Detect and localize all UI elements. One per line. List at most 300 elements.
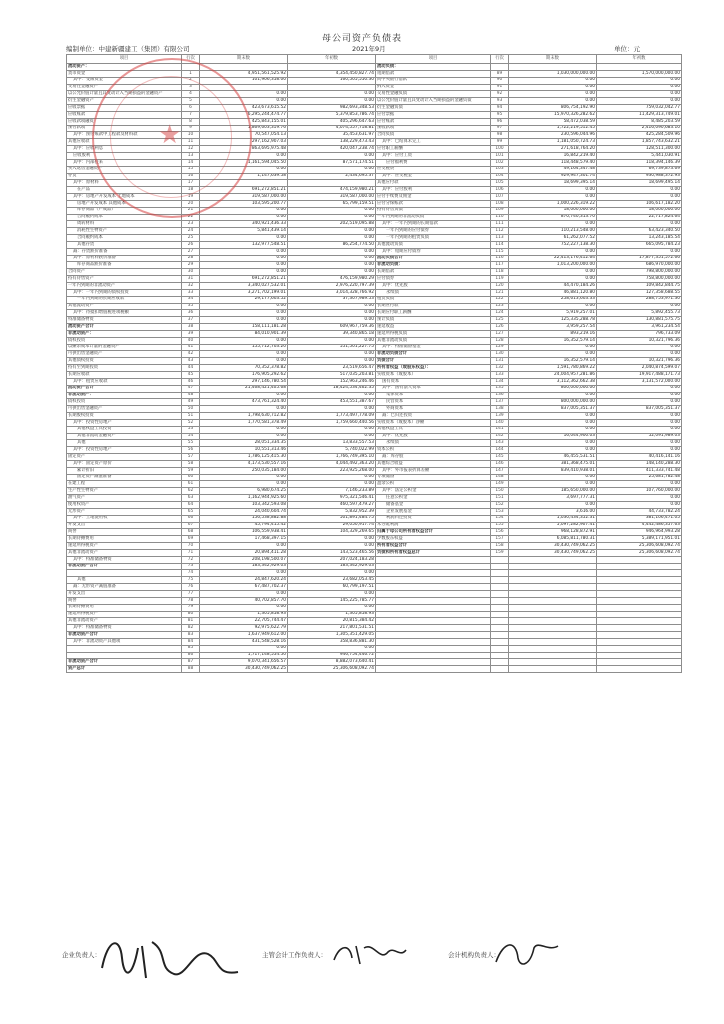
left-period-end-value: 155,712,703.20 (200, 344, 288, 351)
right-year-begin-value (597, 584, 682, 591)
right-item-name: 长期应付款 (376, 303, 491, 310)
right-item-name: 所有者权益合计 (376, 543, 491, 550)
table-row (67, 584, 682, 591)
left-year-begin-value: 0.00 (288, 481, 376, 488)
left-item-name: 应收账款 (67, 111, 182, 118)
right-item-name (376, 652, 491, 659)
left-year-begin-value: 0.00 (288, 392, 376, 399)
right-line-no: 111 (491, 221, 509, 228)
table-row (67, 604, 682, 611)
left-line-no: 7 (182, 111, 200, 118)
right-line-no: 127 (491, 330, 509, 337)
table-row (67, 276, 682, 283)
left-line-no: 30 (182, 269, 200, 276)
right-line-no: 142 (491, 433, 509, 440)
right-period-end-value (509, 590, 597, 597)
right-year-begin-value (597, 64, 682, 71)
right-year-begin-value: 3,131,572,000.00 (597, 378, 682, 385)
right-item-name: 一年内到期的非流动负债 (376, 214, 491, 221)
right-year-begin-value (597, 563, 682, 570)
right-year-begin-value (597, 666, 682, 673)
right-year-begin-value: 0.00 (597, 351, 682, 358)
right-period-end-value: 837,005,351.37 (509, 406, 597, 413)
left-period-end-value: 1,770,581,378.49 (200, 419, 288, 426)
right-year-begin-value: 0.00 (597, 426, 682, 433)
left-period-end-value: 0.00 (200, 98, 288, 105)
right-item-name: 持有待售负债 (376, 207, 491, 214)
left-line-no: 18 (182, 187, 200, 194)
col-header: 年初数 (288, 55, 376, 64)
right-line-no (491, 625, 509, 632)
table-row (67, 392, 682, 399)
left-item-name: 开发支出 (67, 522, 182, 529)
right-line-no: 139 (491, 413, 509, 420)
table-row (67, 330, 682, 337)
left-line-no: 12 (182, 146, 200, 153)
left-period-end-value: 21,468,421,405.68 (200, 385, 288, 392)
left-year-begin-value: 4,074,557,718.81 (288, 125, 376, 132)
right-line-no: 93 (491, 98, 509, 105)
left-period-end-value: 691,272,851.21 (200, 276, 288, 283)
right-line-no: 157 (491, 536, 509, 543)
right-period-end-value: 1,181,050,724.73 (509, 139, 597, 146)
right-period-end-value: 806,754,192.90 (509, 105, 597, 112)
left-year-begin-value: 0.00 (288, 91, 376, 98)
left-year-begin-value: 0.00 (288, 255, 376, 262)
table-row (67, 536, 682, 543)
left-line-no: 2 (182, 77, 200, 84)
right-line-no: 105 (491, 180, 509, 187)
left-item-name: 合同资产 (67, 269, 182, 276)
left-period-end-value: 0.00 (200, 303, 288, 310)
left-period-end-value: 0.00 (200, 604, 288, 611)
left-line-no: 19 (182, 194, 200, 201)
right-period-end-value: 0.00 (509, 426, 597, 433)
right-year-begin-value: 22,717,824.64 (597, 214, 682, 221)
table-row (67, 481, 682, 488)
right-item-name: 负债和所有者权益总计 (376, 549, 491, 556)
right-line-no: 136 (491, 392, 509, 399)
left-line-no: 35 (182, 303, 200, 310)
table-row (67, 632, 682, 639)
left-period-end-value: 70,352,378.82 (200, 365, 288, 372)
left-line-no: 76 (182, 584, 200, 591)
right-period-end-value: 58,472,038.59 (509, 118, 597, 125)
right-period-end-value: 0.00 (509, 474, 597, 481)
right-item-name (376, 556, 491, 563)
left-year-begin-value: 0.00 (288, 235, 376, 242)
right-period-end-value: 16,352,579.14 (509, 337, 597, 344)
right-line-no: 116 (491, 255, 509, 262)
right-item-name: 其中：国有法人资本 (376, 385, 491, 392)
right-item-name: 应付票据 (376, 111, 491, 118)
left-item-name: 其他应收款 (67, 139, 182, 146)
right-year-begin-value: 0.00 (597, 98, 682, 105)
report-title: 母公司资产负债表 (321, 34, 402, 44)
right-line-no (491, 64, 509, 71)
left-line-no: 8 (182, 118, 200, 125)
right-year-begin-value (597, 590, 682, 597)
col-header: 项目 (376, 55, 491, 64)
right-year-begin-value (597, 604, 682, 611)
left-item-name (67, 645, 182, 652)
left-year-begin-value: 358,836,881.30 (288, 638, 376, 645)
left-period-end-value: 340,921,436.33 (200, 221, 288, 228)
left-year-begin-value: 420,047,238.74 (288, 146, 376, 153)
right-year-begin-value: 0.00 (597, 194, 682, 201)
left-item-name: 衍生金融资产 (67, 98, 182, 105)
left-line-no: 59 (182, 467, 200, 474)
table-row (67, 529, 682, 536)
right-item-name: 应付债券 (376, 276, 491, 283)
left-period-end-value: 0.00 (200, 166, 288, 173)
right-item-name: 资本公积 (376, 447, 491, 454)
right-item-name: 少数股东权益 (376, 536, 491, 543)
right-year-begin-value: 8,485,203.59 (597, 118, 682, 125)
right-year-begin-value: 0.00 (597, 385, 682, 392)
left-year-begin-value (288, 64, 376, 71)
left-item-name: 消耗性生物资产 (67, 228, 182, 235)
right-line-no: 128 (491, 337, 509, 344)
left-period-end-value: 1,161,594,045.50 (200, 159, 288, 166)
right-item-name: 其中：应付股利 (376, 187, 491, 194)
left-line-no: 84 (182, 638, 200, 645)
right-item-name: 其中：已结算未完工 (376, 139, 491, 146)
left-line-no: 50 (182, 406, 200, 413)
left-year-begin-value: 60,799,197.51 (288, 584, 376, 591)
left-period-end-value: 250,035,184.00 (200, 467, 288, 474)
left-line-no: 32 (182, 283, 200, 290)
left-year-begin-value: 1,766,749,395.10 (288, 454, 376, 461)
left-year-begin-value: 8,882,073,640.41 (288, 659, 376, 666)
left-period-end-value: 158,111,181.28 (200, 324, 288, 331)
right-line-no: 152 (491, 502, 509, 509)
left-line-no: 48 (182, 392, 200, 399)
table-row (67, 638, 682, 645)
right-period-end-value: 46,455,531.51 (509, 454, 597, 461)
right-line-no (491, 577, 509, 584)
left-period-end-value: 70,547,054.13 (200, 132, 288, 139)
right-item-name: 递延所得税负债 (376, 330, 491, 337)
right-period-end-value: 839,410,938.01 (509, 467, 597, 474)
left-year-begin-value: 0.00 (288, 166, 376, 173)
left-year-begin-value: 35,453,631.97 (288, 132, 376, 139)
left-line-no: 45 (182, 371, 200, 378)
left-year-begin-value: 0.00 (288, 645, 376, 652)
right-period-end-value: 0.00 (509, 276, 597, 283)
right-item-name: 企业发展基金 (376, 508, 491, 515)
right-period-end-value: 0.00 (509, 344, 597, 351)
left-period-end-value: 30,430,749,062.25 (200, 666, 288, 673)
right-year-begin-value: 946,964,993.28 (597, 529, 682, 536)
right-item-name: 其中：优先股 (376, 433, 491, 440)
left-item-name: 一年内到期的非流动资产 (67, 283, 182, 290)
left-period-end-value: 1,869,603,319.76 (200, 125, 288, 132)
left-item-name: 合同履约成本 (67, 235, 182, 242)
left-year-begin-value: 25,306,608,092.74 (288, 666, 376, 673)
left-item-name: 其中：投资性房地产 (67, 447, 182, 454)
right-year-begin-value: 3,961,234.54 (597, 324, 682, 331)
table-row (67, 502, 682, 509)
right-line-no: 151 (491, 495, 509, 502)
right-period-end-value: 0.00 (509, 419, 597, 426)
right-item-name: 合同负债 (376, 132, 491, 139)
left-period-end-value: 22,705,744.47 (200, 618, 288, 625)
left-item-name: 持有至到期投资 (67, 365, 182, 372)
left-item-name: 累计折旧 (67, 467, 182, 474)
left-period-end-value: 0.00 (200, 406, 288, 413)
table-row (67, 543, 682, 550)
right-item-name: 外商资本 (376, 406, 491, 413)
right-year-begin-value: 0.00 (597, 399, 682, 406)
right-year-begin-value (597, 659, 682, 666)
left-line-no: 56 (182, 447, 200, 454)
right-period-end-value: 271,618,764.20 (509, 146, 597, 153)
left-item-name: 其中：应收利息 (67, 146, 182, 153)
right-year-begin-value: 0.00 (597, 221, 682, 228)
left-item-name: 周转材料 (67, 221, 182, 228)
right-item-name: 集体资本 (376, 392, 491, 399)
left-item-name: 其他 (67, 440, 182, 447)
right-line-no: 144 (491, 447, 509, 454)
left-line-no: 64 (182, 502, 200, 509)
right-year-begin-value: 425,284,509.96 (597, 132, 682, 139)
left-year-begin-value: 7,146,233.89 (288, 488, 376, 495)
col-header: 期末数 (509, 55, 597, 64)
left-year-begin-value: 3,014,328,766.92 (288, 289, 376, 296)
left-year-begin-value: 0.00 (288, 426, 376, 433)
right-year-begin-value: 0.00 (597, 187, 682, 194)
right-period-end-value: 0.00 (509, 351, 597, 358)
left-period-end-value: 29,177,603.52 (200, 296, 288, 303)
right-line-no: 99 (491, 139, 509, 146)
right-item-name: 非流动负债： (376, 262, 491, 269)
acct-head-signature (330, 938, 410, 968)
right-line-no: 106 (491, 187, 509, 194)
right-year-begin-value: 930,988,372.93 (597, 173, 682, 180)
right-item-name (376, 584, 491, 591)
right-line-no: 148 (491, 474, 509, 481)
left-line-no: 27 (182, 248, 200, 255)
left-item-name: 固定资产 (67, 454, 182, 461)
right-line-no: 156 (491, 529, 509, 536)
left-item-name: 商誉 (67, 529, 182, 536)
right-year-begin-value: 4,442,486,357.63 (597, 522, 682, 529)
right-year-begin-value: 10,321,796.36 (597, 337, 682, 344)
right-period-end-value: 0.00 (509, 269, 597, 276)
left-year-begin-value: 0.00 (288, 269, 376, 276)
right-period-end-value (509, 577, 597, 584)
right-line-no (491, 556, 509, 563)
left-year-begin-value: 20,815,384.42 (288, 618, 376, 625)
right-year-begin-value: 11,429,313,749.01 (597, 111, 682, 118)
left-year-begin-value: 37,307,989.53 (288, 296, 376, 303)
left-line-no: 39 (182, 330, 200, 337)
left-period-end-value: 0.00 (200, 269, 288, 276)
left-year-begin-value: 0.00 (288, 590, 376, 597)
right-item-name: 向中央银行借款 (376, 77, 491, 84)
left-period-end-value: 9,070,341,656.57 (200, 659, 288, 666)
left-line-no: 40 (182, 337, 200, 344)
left-year-begin-value: 23,519,656.47 (288, 365, 376, 372)
table-row (67, 289, 682, 296)
left-line-no: 29 (182, 262, 200, 269)
left-year-begin-value: 39,340,865.18 (288, 330, 376, 337)
right-period-end-value: 22,413,176,412.64 (509, 255, 597, 262)
left-year-begin-value: 18,424,534,462.35 (288, 385, 376, 392)
left-line-no: 54 (182, 433, 200, 440)
left-year-begin-value: 609,967,759.36 (288, 324, 376, 331)
left-year-begin-value: 975,321,546.41 (288, 495, 376, 502)
right-year-begin-value: 0.00 (597, 344, 682, 351)
right-line-no: 119 (491, 276, 509, 283)
left-period-end-value: 0.00 (200, 207, 288, 214)
left-year-begin-value: 460,597,479.27 (288, 502, 376, 509)
right-period-end-value: 15,970,326,282.62 (509, 111, 597, 118)
left-line-no: 24 (182, 228, 200, 235)
left-year-begin-value: 183,342,929.03 (288, 563, 376, 570)
right-line-no (491, 604, 509, 611)
left-period-end-value: 0.00 (200, 317, 288, 324)
right-year-begin-value (597, 638, 682, 645)
right-period-end-value: 0.00 (509, 392, 597, 399)
right-year-begin-value: 759,032,042.77 (597, 105, 682, 112)
left-item-name: 预付款项 (67, 125, 182, 132)
table-row (67, 577, 682, 584)
right-year-begin-value: 0.00 (597, 440, 682, 447)
table-row (67, 556, 682, 563)
left-line-no: 47 (182, 385, 200, 392)
left-line-no: 41 (182, 344, 200, 351)
left-period-end-value: 1,637,949,612.00 (200, 632, 288, 639)
right-period-end-value: 118,448,579.40 (509, 159, 597, 166)
right-year-begin-value: 19,917,488,171.73 (597, 371, 682, 378)
right-year-begin-value: 25,306,608,092.74 (597, 549, 682, 556)
right-year-begin-value (597, 570, 682, 577)
right-line-no (491, 563, 509, 570)
left-line-no: 5 (182, 98, 200, 105)
table-row (67, 324, 682, 331)
right-period-end-value: 870,740,313.70 (509, 214, 597, 221)
left-item-name: 买入返售金融资产 (67, 166, 182, 173)
right-period-end-value: 0.00 (509, 413, 597, 420)
left-year-begin-value: 5,379,853,786.74 (288, 111, 376, 118)
right-period-end-value: 5,097,282,907.41 (509, 522, 597, 529)
table-row (67, 399, 682, 406)
left-item-name: 商誉 (67, 597, 182, 604)
right-period-end-value: 0.00 (509, 481, 597, 488)
left-period-end-value: 0.00 (200, 255, 288, 262)
left-item-name: 以公允价值计量且其变动计入当期损益的金融资产 (67, 91, 182, 98)
right-line-no: 102 (491, 159, 509, 166)
left-year-begin-value: 501,891,484.75 (288, 515, 376, 522)
right-item-name: 其中：应付工资 (376, 152, 491, 159)
left-period-end-value: 28,051,334.35 (200, 440, 288, 447)
left-year-begin-value: 0.00 (288, 98, 376, 105)
right-item-name: 应付账款 (376, 118, 491, 125)
left-item-name: 特准储备物资 (67, 317, 182, 324)
left-item-name: 流动资产合计 (67, 385, 182, 392)
right-period-end-value: 18,699,395.14 (509, 180, 597, 187)
right-line-no: 149 (491, 481, 509, 488)
table-row (67, 317, 682, 324)
col-header: 项目 (67, 55, 182, 64)
left-period-end-value: 0.00 (200, 310, 288, 317)
right-line-no: 96 (491, 118, 509, 125)
right-year-begin-value: 128,511,300.00 (597, 146, 682, 153)
right-line-no: 91 (491, 84, 509, 91)
right-year-begin-value: 63,423,340.50 (597, 228, 682, 235)
right-line-no: 108 (491, 200, 509, 207)
left-period-end-value: 6,295,244,474.77 (200, 111, 288, 118)
left-line-no: 44 (182, 365, 200, 372)
left-year-begin-value: 0.00 (288, 358, 376, 365)
left-line-no: 80 (182, 611, 200, 618)
table-row (67, 440, 682, 447)
left-item-name: 应收款项融资 (67, 118, 182, 125)
right-year-begin-value (597, 632, 682, 639)
left-line-no: 77 (182, 590, 200, 597)
left-line-no: 14 (182, 159, 200, 166)
left-line-no: 85 (182, 645, 200, 652)
left-line-no: 22 (182, 214, 200, 221)
right-period-end-value (509, 659, 597, 666)
right-period-end-value (509, 604, 597, 611)
right-period-end-value (509, 666, 597, 673)
right-period-end-value: 1,030,434,352.31 (509, 515, 597, 522)
right-line-no: 133 (491, 371, 509, 378)
right-period-end-value: 1,013,200,000.00 (509, 262, 597, 269)
table-row (67, 419, 682, 426)
left-period-end-value: 0.00 (200, 426, 288, 433)
left-year-begin-value: 138,229,473.43 (288, 139, 376, 146)
left-period-end-value: 92,975,622.79 (200, 625, 288, 632)
table-row (67, 371, 682, 378)
left-line-no: 34 (182, 296, 200, 303)
left-year-begin-value: 0.00 (288, 543, 376, 550)
left-year-begin-value: 476,159,980.29 (288, 276, 376, 283)
right-item-name: 短期借款 (376, 70, 491, 77)
left-item-name: 其中：一年内到期的债权投资 (67, 289, 182, 296)
left-period-end-value: 176,905,292.62 (200, 371, 288, 378)
left-year-begin-value (288, 84, 376, 91)
left-line-no: 62 (182, 488, 200, 495)
right-period-end-value: 0.00 (509, 194, 597, 201)
left-line-no: 71 (182, 549, 200, 556)
table-row (67, 488, 682, 495)
right-period-end-value: 0.00 (509, 91, 597, 98)
left-period-end-value: 297,146,780.54 (200, 378, 288, 385)
left-item-name: 其他非流动资产 (67, 618, 182, 625)
left-year-begin-value: 5,740,022.99 (288, 447, 376, 454)
right-item-name: 其中：外币报表折算差额 (376, 467, 491, 474)
left-item-name: 持有待售资产 (67, 276, 182, 283)
left-year-begin-value: 0.00 (288, 536, 376, 543)
left-period-end-value: 0.00 (200, 392, 288, 399)
left-period-end-value: 0.00 (200, 262, 288, 269)
right-year-begin-value: 44,733,782.24 (597, 508, 682, 515)
left-line-no: 52 (182, 419, 200, 426)
right-line-no: 100 (491, 146, 509, 153)
right-period-end-value: 46,881,120.80 (509, 289, 597, 296)
left-year-begin-value: 0.00 (288, 310, 376, 317)
right-item-name: 归属于母公司所有者权益合计 (376, 529, 491, 536)
right-year-begin-value: 2,040,874,599.07 (597, 365, 682, 372)
right-line-no: 90 (491, 77, 509, 84)
right-year-begin-value: 10,321,796.36 (597, 358, 682, 365)
right-year-begin-value: 0.00 (597, 77, 682, 84)
right-line-no: 94 (491, 105, 509, 112)
